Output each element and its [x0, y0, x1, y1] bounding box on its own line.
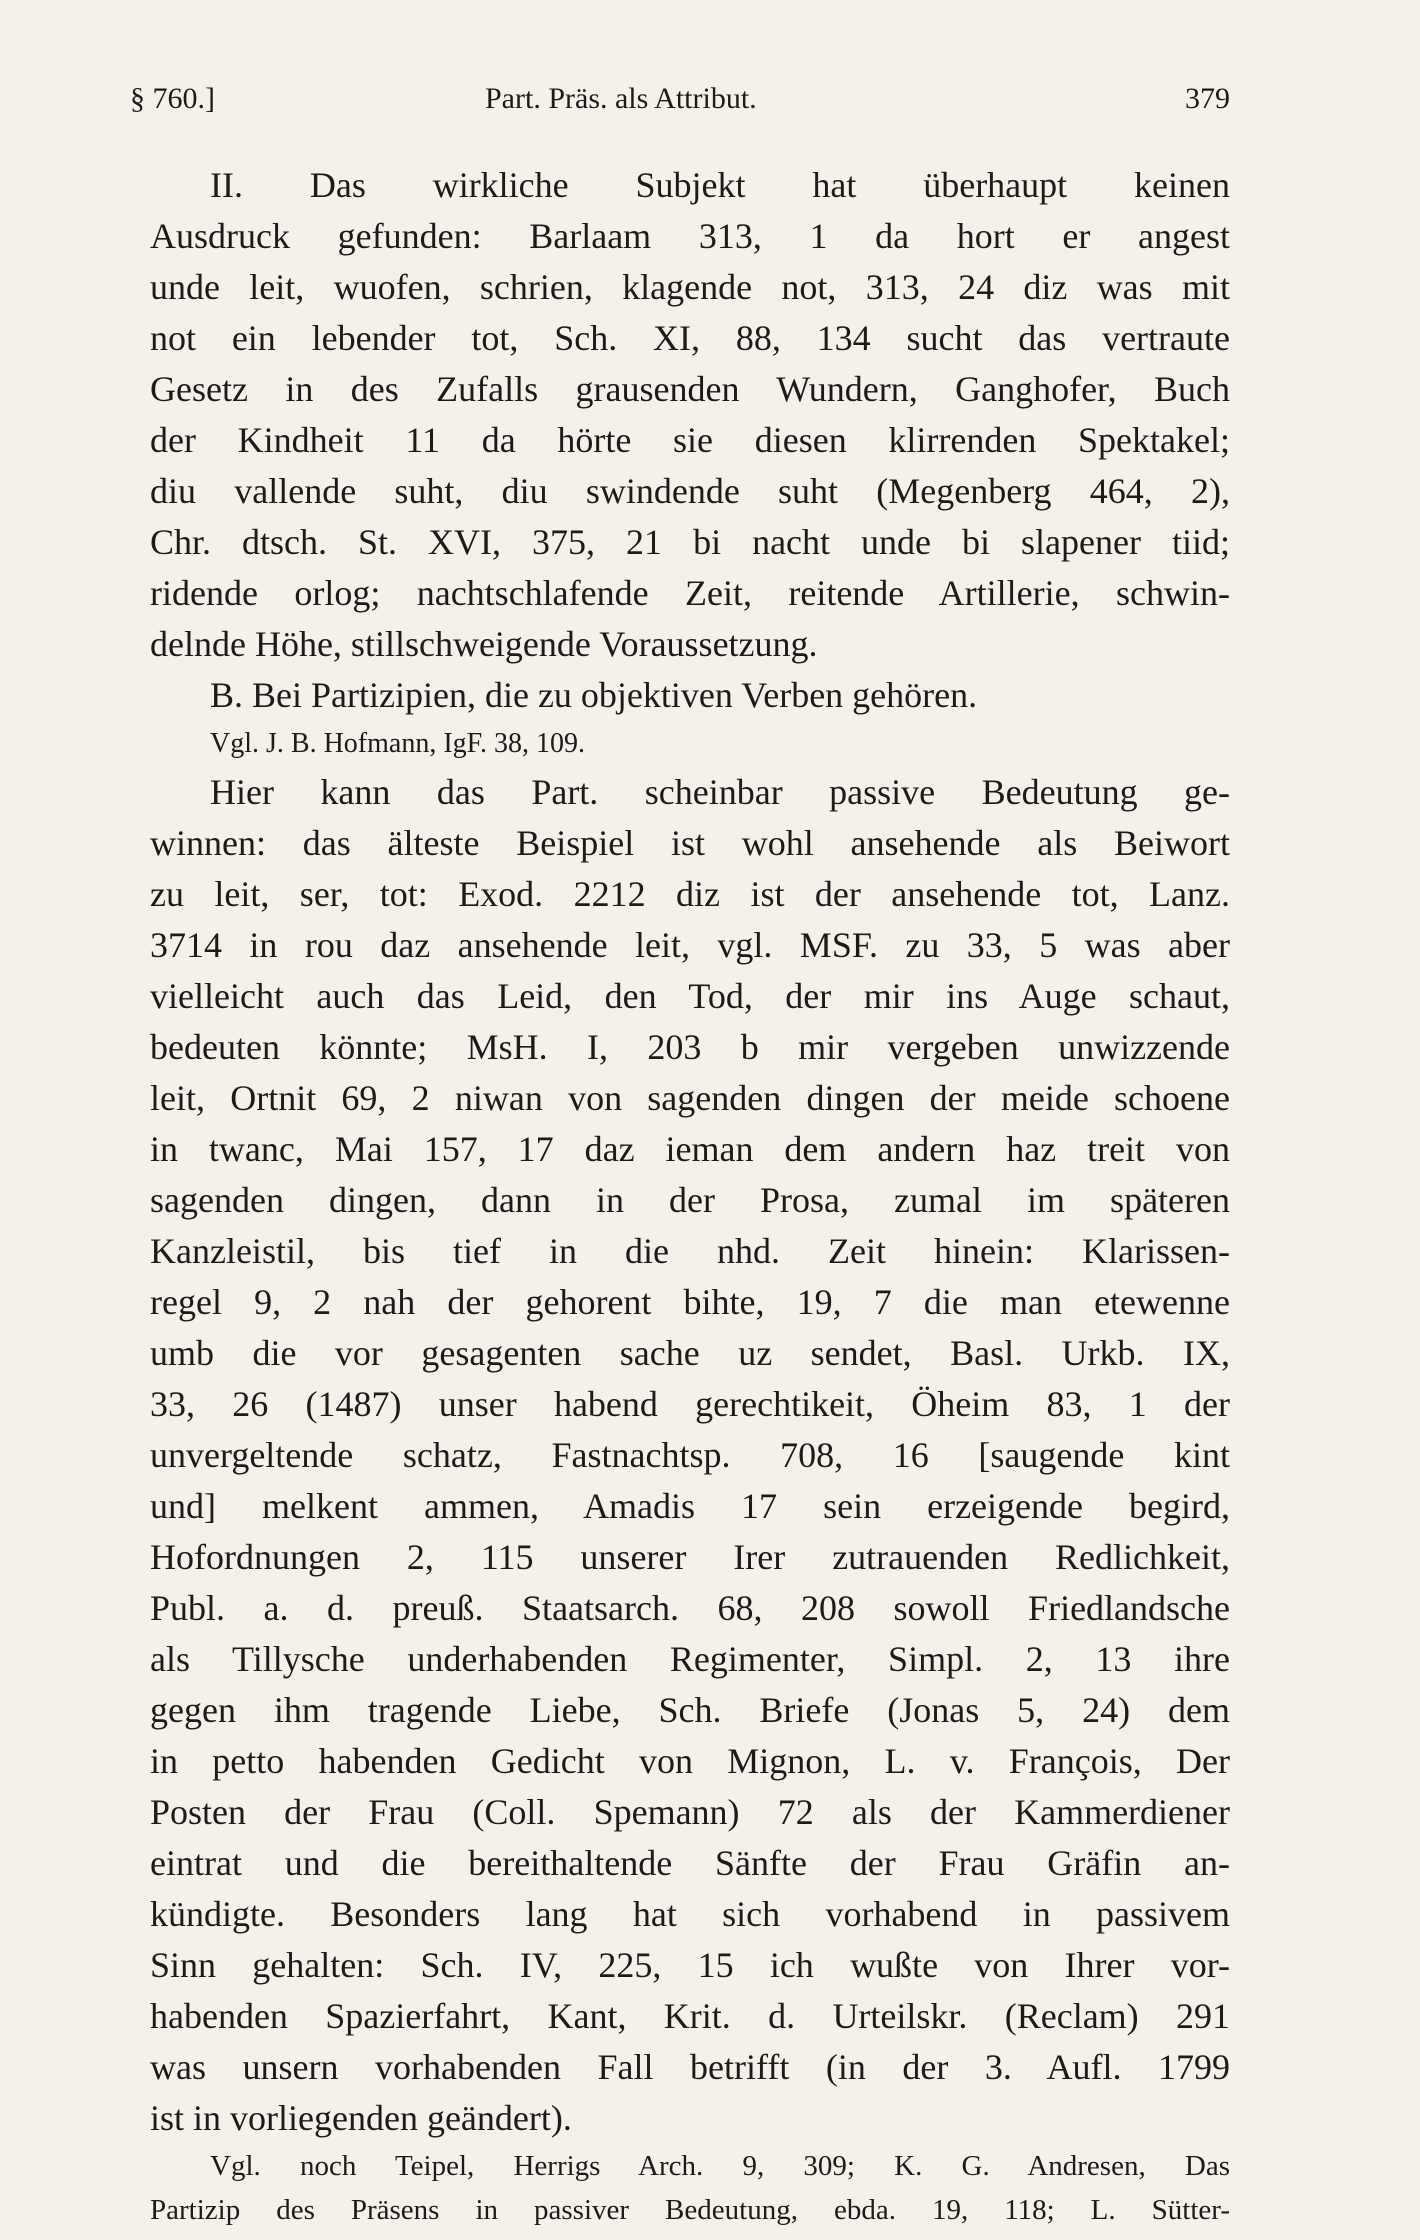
- text-line: bedeuten könnte; MsH. I, 203 b mir vergeben unwizzende: [150, 1027, 1230, 1067]
- footnote-line: Partizip des Präsens in passiver Bedeutung, ebda. 19, 118; L. Sütter-: [150, 2194, 1230, 2226]
- text-line: ist in vorliegenden geändert).: [150, 2098, 572, 2138]
- text-line: Publ. a. d. preuß. Staatsarch. 68, 208 sowoll Friedlandsche: [150, 1588, 1230, 1628]
- text-line: ridende orlog; nachtschlafende Zeit, reitende Artillerie, schwin-: [150, 573, 1230, 613]
- text-line: gegen ihm tragende Liebe, Sch. Briefe (Jonas 5, 24) dem: [150, 1690, 1230, 1730]
- text-line: und] melkent ammen, Amadis 17 sein erzeigende begird,: [150, 1486, 1230, 1526]
- text-line: als Tillysche underhabenden Regimenter, Simpl. 2, 13 ihre: [150, 1639, 1230, 1679]
- text-line: unvergeltende schatz, Fastnachtsp. 708, 16 [saugende kint: [150, 1435, 1230, 1475]
- running-head: [130, 82, 1230, 132]
- text-line: unde leit, wuofen, schrien, klagende not, 313, 24 diz was mit: [150, 267, 1230, 307]
- text-line: II. Das wirkliche Subjekt hat überhaupt keinen: [210, 165, 1230, 205]
- text-line: Gesetz in des Zufalls grausenden Wundern, Ganghofer, Buch: [150, 369, 1230, 409]
- text-line: Chr. dtsch. St. XVI, 375, 21 bi nacht unde bi slapener tiid;: [150, 522, 1230, 562]
- text-line: in petto habenden Gedicht von Mignon, L. v. François, Der: [150, 1741, 1230, 1781]
- text-line: in twanc, Mai 157, 17 daz ieman dem andern haz treit von: [150, 1129, 1230, 1169]
- text-line: delnde Höhe, stillschweigende Voraussetzung.: [150, 624, 818, 664]
- text-line: Posten der Frau (Coll. Spemann) 72 als der Kammerdiener: [150, 1792, 1230, 1832]
- text-line: umb die vor gesagenten sache uz sendet, Basl. Urkb. IX,: [150, 1333, 1230, 1373]
- running-title: Part. Präs. als Attribut.: [485, 82, 757, 115]
- text-line: eintrat und die bereithaltende Sänfte der Frau Gräfin an-: [150, 1843, 1230, 1883]
- section-heading: B. Bei Partizipien, die zu objektiven Verben gehören.: [210, 675, 978, 715]
- text-line: regel 9, 2 nah der gehorent bihte, 19, 7 die man etewenne: [150, 1282, 1230, 1322]
- text-line: zu leit, ser, tot: Exod. 2212 diz ist der ansehende tot, Lanz.: [150, 874, 1230, 914]
- text-line: 3714 in rou daz ansehende leit, vgl. MSF. zu 33, 5 was aber: [150, 925, 1230, 965]
- text-line: winnen: das älteste Beispiel ist wohl ansehende als Beiwort: [150, 823, 1230, 863]
- text-line: Ausdruck gefunden: Barlaam 313, 1 da hort er angest: [150, 216, 1230, 256]
- text-line: 33, 26 (1487) unser habend gerechtikeit, Öheim 83, 1 der: [150, 1384, 1230, 1424]
- text-line: kündigte. Besonders lang hat sich vorhabend in passivem: [150, 1894, 1230, 1934]
- body-text: [150, 160, 1230, 2232]
- text-line: Kanzleistil, bis tief in die nhd. Zeit hinein: Klarissen-: [150, 1231, 1230, 1271]
- text-line: leit, Ortnit 69, 2 niwan von sagenden dingen der meide schoene: [150, 1078, 1230, 1118]
- text-line: diu vallende suht, diu swindende suht (Megenberg 464, 2),: [150, 471, 1230, 511]
- text-line: Hier kann das Part. scheinbar passive Bedeutung ge-: [210, 772, 1230, 812]
- page-number: 379: [1185, 82, 1230, 115]
- footnote-line: Vgl. noch Teipel, Herrigs Arch. 9, 309; K. G. Andresen, Das: [210, 2150, 1230, 2182]
- text-line: Hofordnungen 2, 115 unserer Irer zutrauenden Redlichkeit,: [150, 1537, 1230, 1577]
- text-line: der Kindheit 11 da hörte sie diesen klirrenden Spektakel;: [150, 420, 1230, 460]
- text-line: Sinn gehalten: Sch. IV, 225, 15 ich wußte von Ihrer vor-: [150, 1945, 1230, 1985]
- reference-note: Vgl. J. B. Hofmann, IgF. 38, 109.: [210, 728, 585, 759]
- text-line: sagenden dingen, dann in der Prosa, zumal im späteren: [150, 1180, 1230, 1220]
- text-line: was unsern vorhabenden Fall betrifft (in der 3. Aufl. 1799: [150, 2047, 1230, 2087]
- text-line: not ein lebender tot, Sch. XI, 88, 134 sucht das vertraute: [150, 318, 1230, 358]
- text-line: vielleicht auch das Leid, den Tod, der mir ins Auge schaut,: [150, 976, 1230, 1016]
- text-line: habenden Spazierfahrt, Kant, Krit. d. Urteilskr. (Reclam) 291: [150, 1996, 1230, 2036]
- section-number: § 760.]: [130, 82, 215, 115]
